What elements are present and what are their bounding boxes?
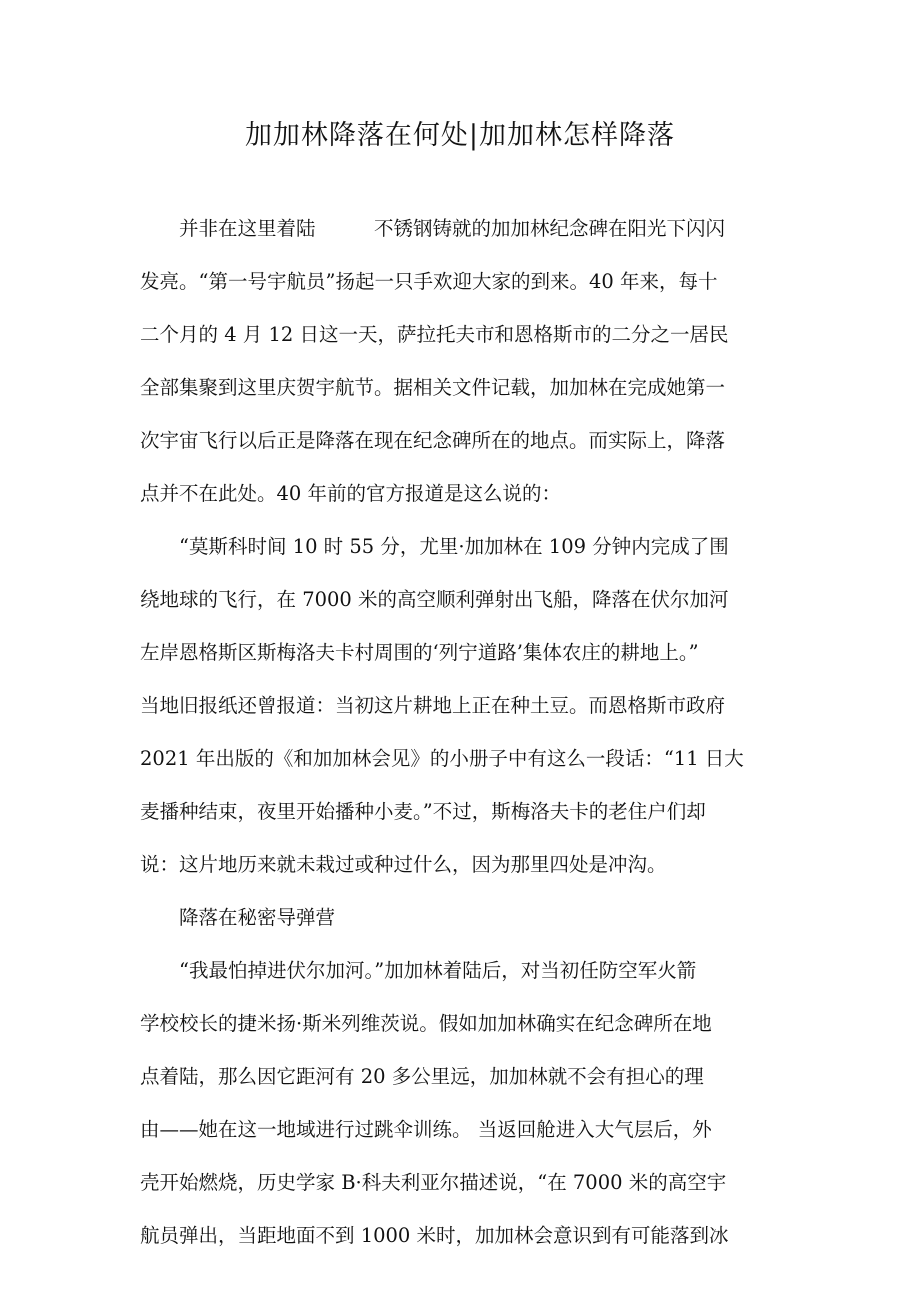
body-line-6: 点并不在此处。40 年前的官方报道是这么说的： [140, 482, 562, 505]
body-line-13: 说：这片地历来就未栽过或种过什么，因为那里四处是冲沟。 [140, 853, 667, 876]
body-line-20: 航员弹出，当距地面不到 1000 米时，加加林会意识到有可能落到冰 [140, 1224, 729, 1247]
body-line-8: 绕地球的飞行，在 7000 米的高空顺利弹射出飞船，降落在伏尔加河 [140, 588, 729, 611]
body-line-7: “莫斯科时间 10 时 55 分，尤里·加加林在 109 分钟内完成了围 [140, 535, 729, 558]
body-line-16: 学校校长的捷米扬·斯米列维茨说。假如加加林确实在纪念碑所在地 [140, 1012, 712, 1035]
body-line-15: “我最怕掉进伏尔加河。”加加林着陆后，对当初任防空军火箭 [140, 959, 697, 982]
body-line-17: 点着陆，那么因它距河有 20 多公里远，加加林就不会有担心的理 [140, 1065, 704, 1088]
body-line-2: 发亮。“第一号宇航员”扬起一只手欢迎大家的到来。40 年来，每十 [140, 270, 718, 293]
body-line-3: 二个月的 4 月 12 日这一天，萨拉托夫市和恩格斯市的二分之一居民 [140, 323, 729, 346]
body-line-18: 由——她在这一地域进行过跳伞训练。 当返回舱进入大气层后，外 [140, 1118, 712, 1141]
body-line-11: 2021 年出版的《和加加林会见》的小册子中有这么一段话：“11 日大 [140, 747, 744, 770]
body-line-5: 次宇宙飞行以后正是降落在现在纪念碑所在的地点。而实际上，降落 [140, 429, 726, 452]
body-line-1: 并非在这里着陆 不锈钢铸就的加加林纪念碑在阳光下闪闪 [140, 217, 726, 240]
section-heading-line: 降落在秘密导弹营 [140, 906, 336, 929]
document-title: 加加林降落在何处|加加林怎样降落 [244, 120, 676, 151]
body-line-9: 左岸恩格斯区斯梅洛夫卡村周围的‘列宁道路’集体农庄的耕地上。” [140, 641, 699, 664]
body-line-10: 当地旧报纸还曾报道：当初这片耕地上正在种土豆。而恩格斯市政府 [140, 694, 726, 717]
body-line-12: 麦播种结束，夜里开始播种小麦。”不过，斯梅洛夫卡的老住户们却 [140, 800, 706, 823]
body-line-19: 壳开始燃烧，历史学家 B·科夫利亚尔描述说，“在 7000 米的高空宇 [140, 1171, 727, 1194]
body-line-4: 全部集聚到这里庆贺宇航节。据相关文件记载，加加林在完成她第一 [140, 376, 726, 399]
